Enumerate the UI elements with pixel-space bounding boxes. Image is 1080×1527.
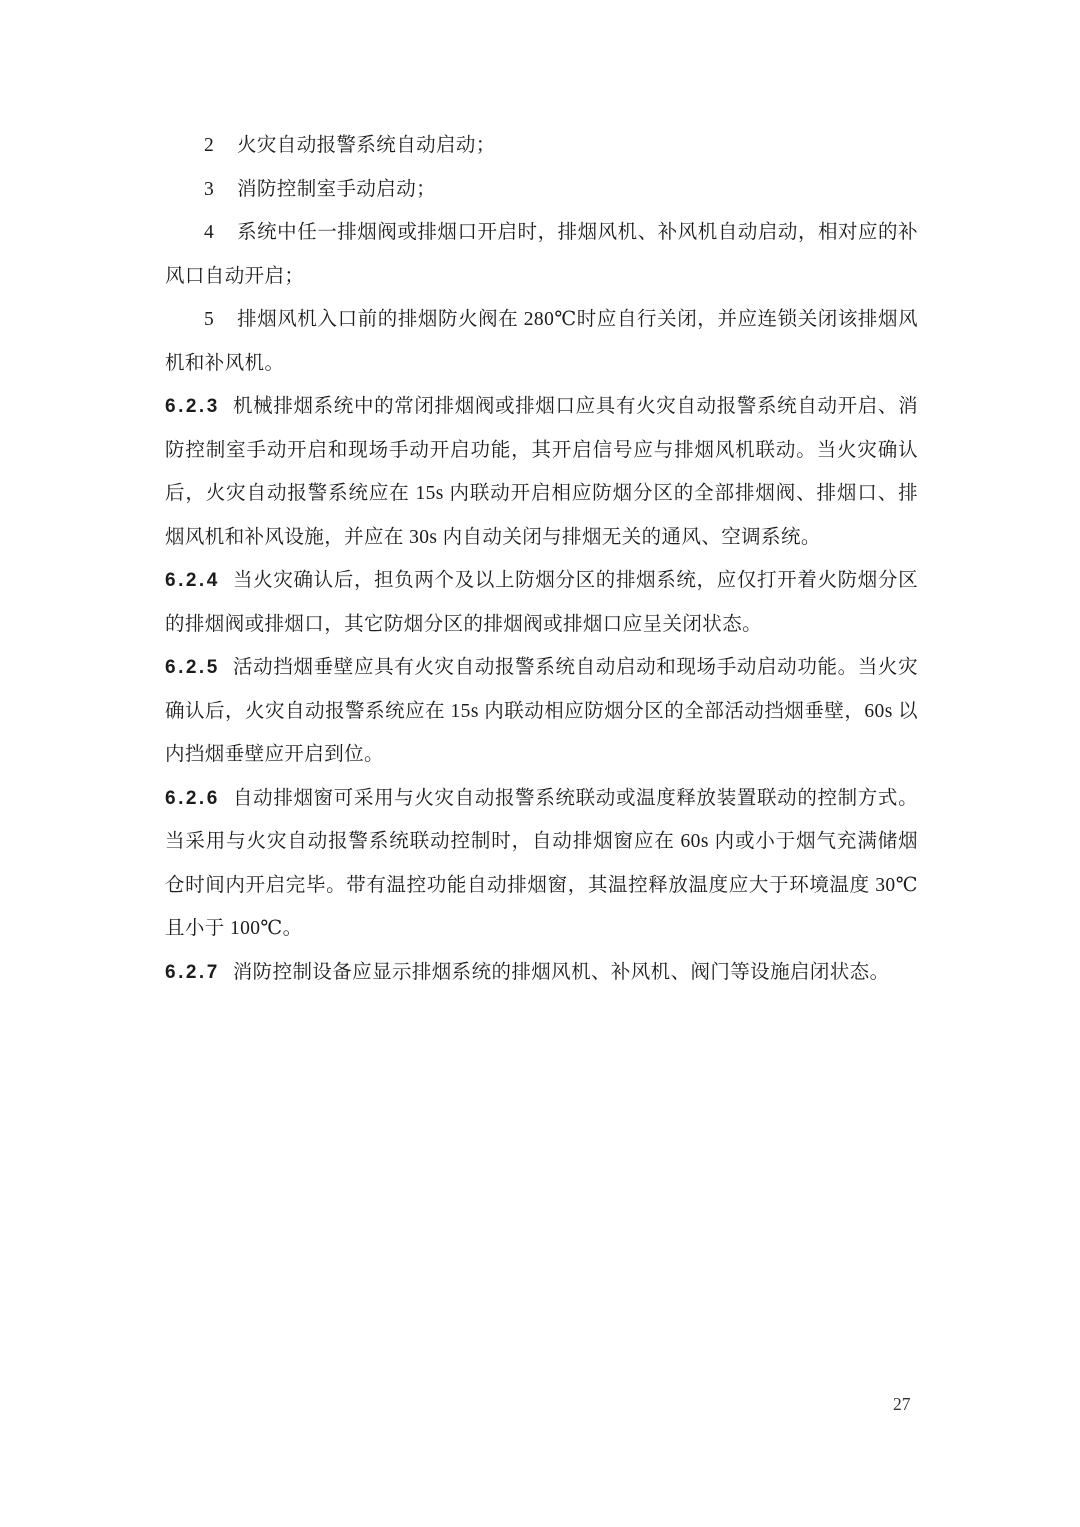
- text-block: [165, 124, 918, 994]
- list-item-number: 4: [204, 222, 215, 243]
- section-text: 消防控制设备应显示排烟系统的排烟风机、补风机、阀门等设施启闭状态。: [232, 961, 890, 983]
- section-number: 6.2.3: [165, 396, 220, 417]
- list-item-3: [165, 168, 918, 212]
- list-item-number: 2: [204, 135, 215, 156]
- section-6-2-6: [165, 777, 918, 951]
- section-text: 自动排烟窗可采用与火灾自动报警系统联动或温度释放装置联动的控制方式。当采用与火灾自动报警系统联动控制时，自动排烟窗应在 60s 内或小于烟气充满储烟仓时间内开启完毕。带有温控功能自动排烟窗，其温控释放温度应大于环境温度 30℃且小于 100℃。: [165, 787, 918, 939]
- list-item-5: [165, 298, 918, 385]
- section-text: 活动挡烟垂壁应具有火灾自动报警系统自动启动和现场手动启动功能。当火灾确认后，火灾自动报警系统应在 15s 内联动相应防烟分区的全部活动挡烟垂壁，60s 以内挡烟垂壁应开启到位。: [165, 657, 918, 765]
- page-number: 27: [893, 1394, 911, 1414]
- section-number: 6.2.4: [165, 570, 220, 591]
- list-item-text: 排烟风机入口前的排烟防火阀在 280℃时应自行关闭，并应连锁关闭该排烟风机和补风机。: [165, 309, 918, 374]
- section-number: 6.2.6: [165, 787, 220, 809]
- section-6-2-3: [165, 385, 918, 559]
- list-item-number: 3: [204, 178, 215, 200]
- list-item-2: [165, 124, 918, 168]
- section-6-2-7: [165, 951, 918, 995]
- list-item-4: [165, 211, 918, 298]
- section-number: 6.2.5: [165, 657, 220, 678]
- list-item-number: 5: [204, 309, 215, 330]
- section-6-2-5: [165, 646, 918, 777]
- section-number: 6.2.7: [165, 961, 220, 983]
- section-text: 机械排烟系统中的常闭排烟阀或排烟口应具有火灾自动报警系统自动开启、消防控制室手动开启和现场手动开启功能，其开启信号应与排烟风机联动。当火灾确认后，火灾自动报警系统应在 15s 内联动开启相应防烟分区的全部排烟阀、排烟口、排烟风机和补风设施，并应在 30s 内自动关闭与排烟无关的通风、空调系统。: [165, 396, 918, 548]
- section-6-2-4: [165, 559, 918, 646]
- list-item-text: 系统中任一排烟阀或排烟口开启时，排烟风机、补风机自动启动，相对应的补风口自动开启；: [165, 222, 918, 287]
- section-text: 当火灾确认后，担负两个及以上防烟分区的排烟系统，应仅打开着火防烟分区的排烟阀或排烟口，其它防烟分区的排烟阀或排烟口应呈关闭状态。: [165, 570, 918, 635]
- list-item-text: 火灾自动报警系统自动启动；: [237, 135, 496, 156]
- list-item-text: 消防控制室手动启动；: [237, 178, 437, 200]
